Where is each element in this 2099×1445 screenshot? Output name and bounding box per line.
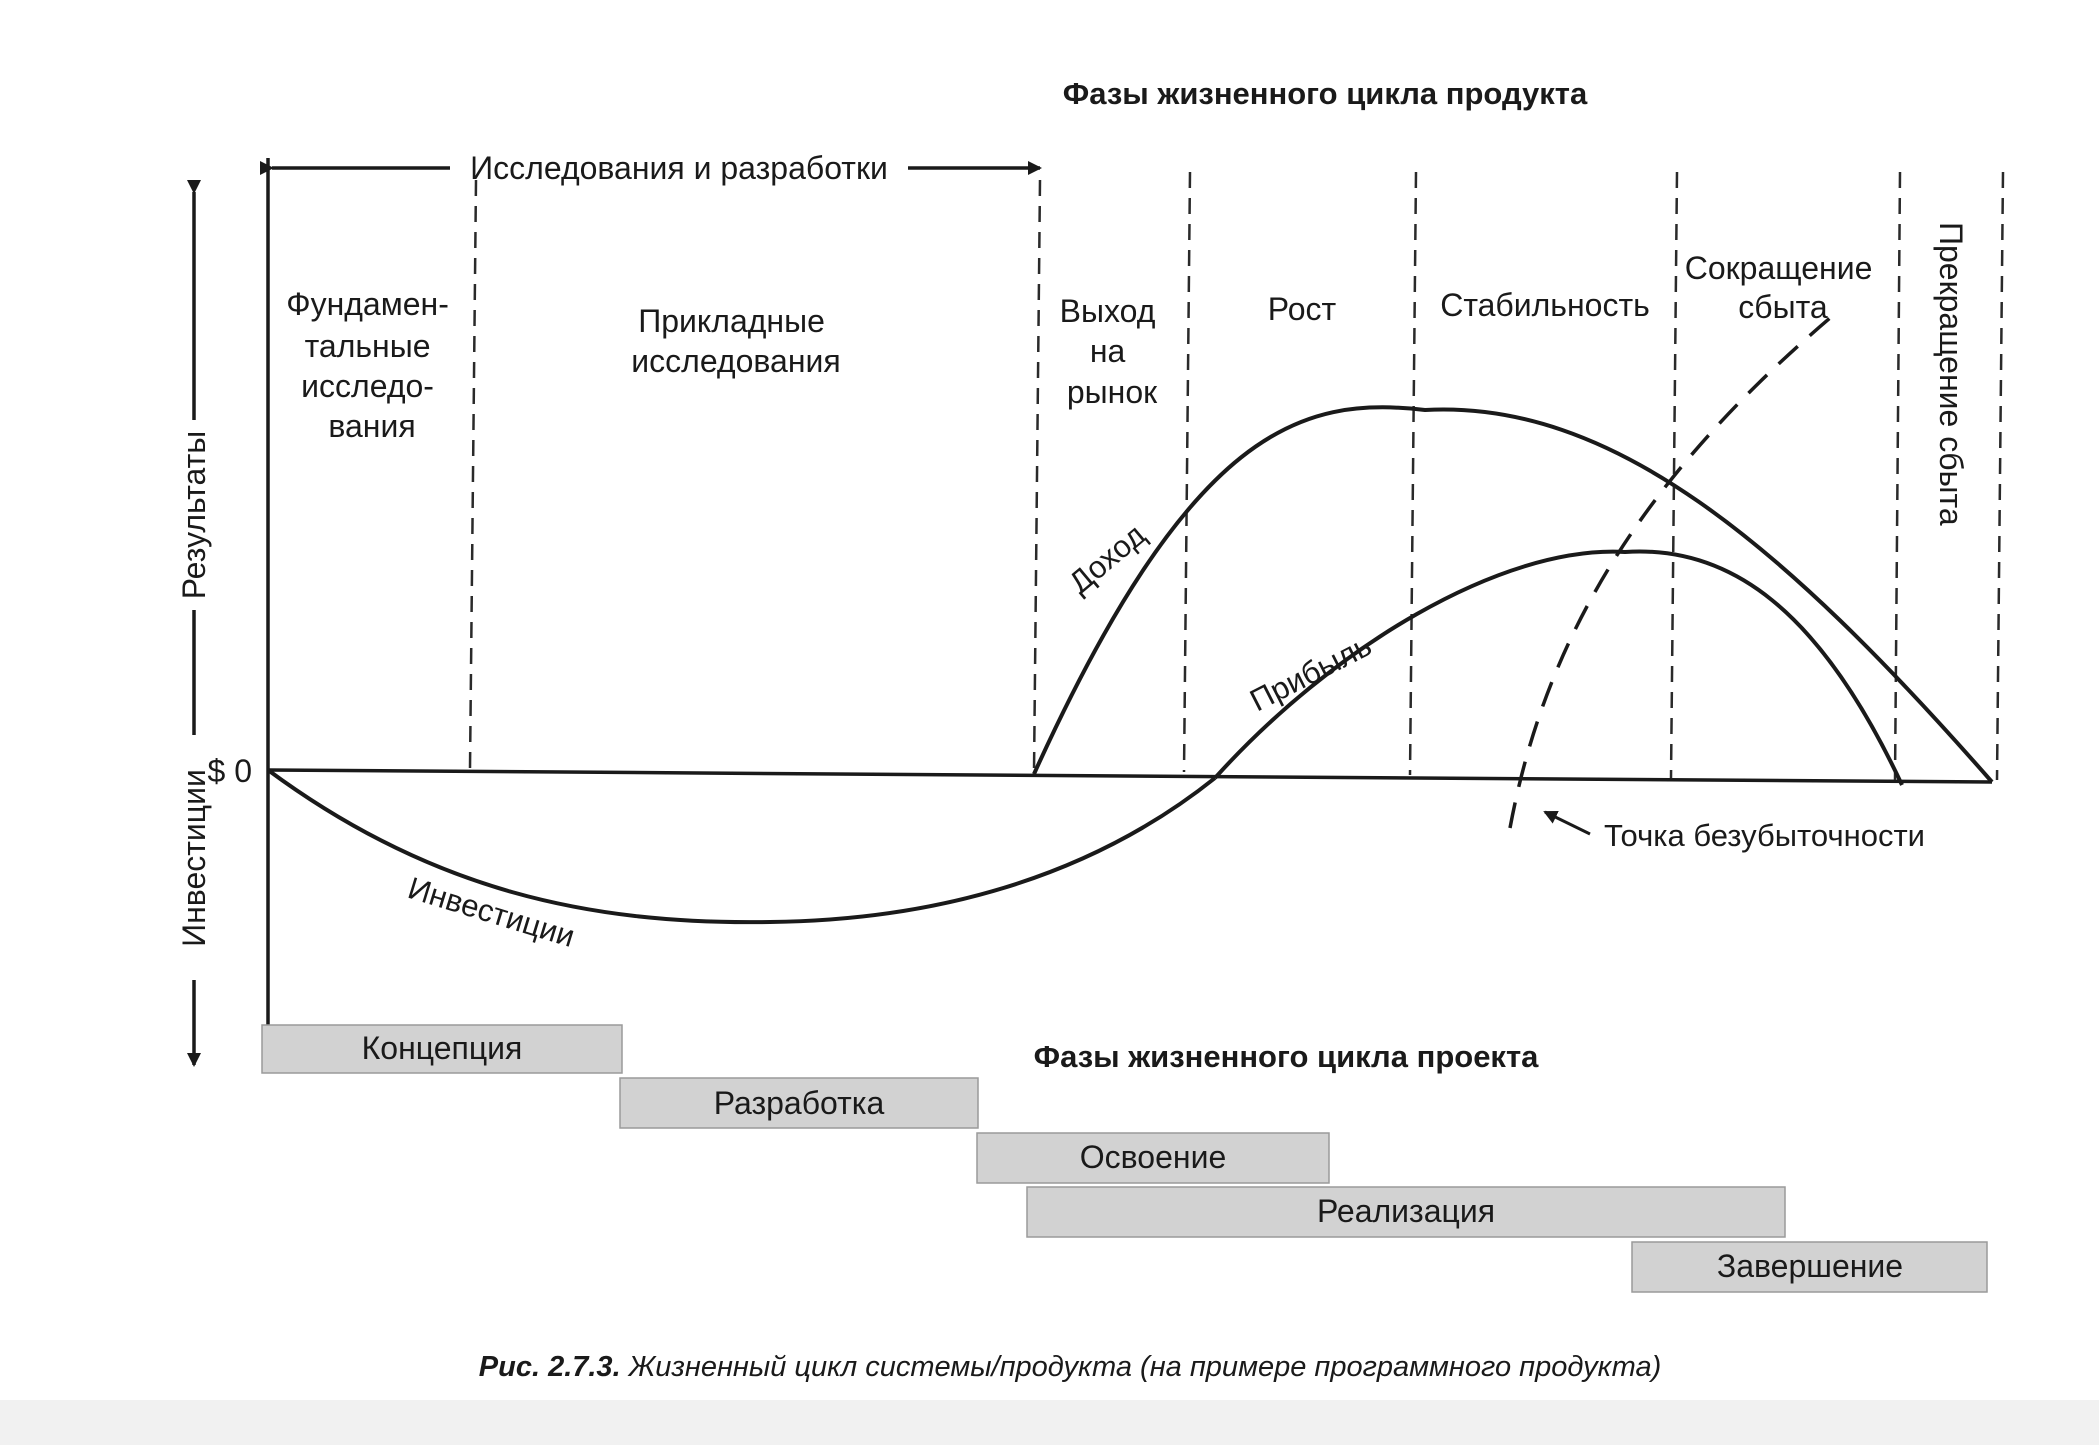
separator-6 xyxy=(1895,172,1900,780)
breakeven-label: Точка безубыточности xyxy=(1604,818,1925,853)
project-phase-mastering: Освоение xyxy=(1079,1139,1227,1175)
figure-caption: Рис. 2.7.3. Жизненный цикл системы/продукта (на примере программного продукта) xyxy=(478,1351,1662,1383)
phase-growth: Рост xyxy=(1267,291,1337,327)
product-phases-title: Фазы жизненного цикла продукта xyxy=(1062,76,1588,111)
phase-market-entry: Выход на рынок xyxy=(1059,293,1158,410)
separator-2 xyxy=(1034,180,1040,772)
project-phases-title: Фазы жизненного цикла проекта xyxy=(1033,1039,1539,1074)
phase-decline: Сокращение сбыта xyxy=(1684,250,1873,325)
separator-1 xyxy=(470,180,476,768)
axis-investments-label: Инвестиции xyxy=(176,769,212,947)
revenue-label: Доход xyxy=(1062,516,1152,601)
project-phase-completion: Завершение xyxy=(1716,1248,1904,1284)
revenue-curve xyxy=(1034,407,1992,782)
project-phase-development: Разработка xyxy=(713,1085,885,1121)
zero-label: $ 0 xyxy=(207,753,252,789)
phase-fundamental: Фундамен- тальные исследо- вания xyxy=(286,286,449,444)
separator-7 xyxy=(1997,172,2003,780)
phase-applied: Прикладные исследования xyxy=(631,303,841,379)
zero-baseline xyxy=(268,770,1992,782)
project-phase-concept: Концепция xyxy=(361,1030,523,1066)
separator-4 xyxy=(1410,172,1416,775)
rd-label: Исследования и разработки xyxy=(470,150,888,186)
phase-termination: Прекращение сбыта xyxy=(1933,222,1969,526)
project-phase-implementation: Реализация xyxy=(1316,1193,1496,1229)
breakeven-pointer xyxy=(1545,812,1590,834)
profit-label: Прибыль xyxy=(1244,627,1378,719)
breakeven-curve xyxy=(1510,318,1830,828)
axis-results-label: Результаты xyxy=(176,430,212,600)
phase-stability: Стабильность xyxy=(1440,287,1650,323)
investments-curve-label: Инвестиции xyxy=(403,870,579,955)
separator-3 xyxy=(1184,172,1190,772)
